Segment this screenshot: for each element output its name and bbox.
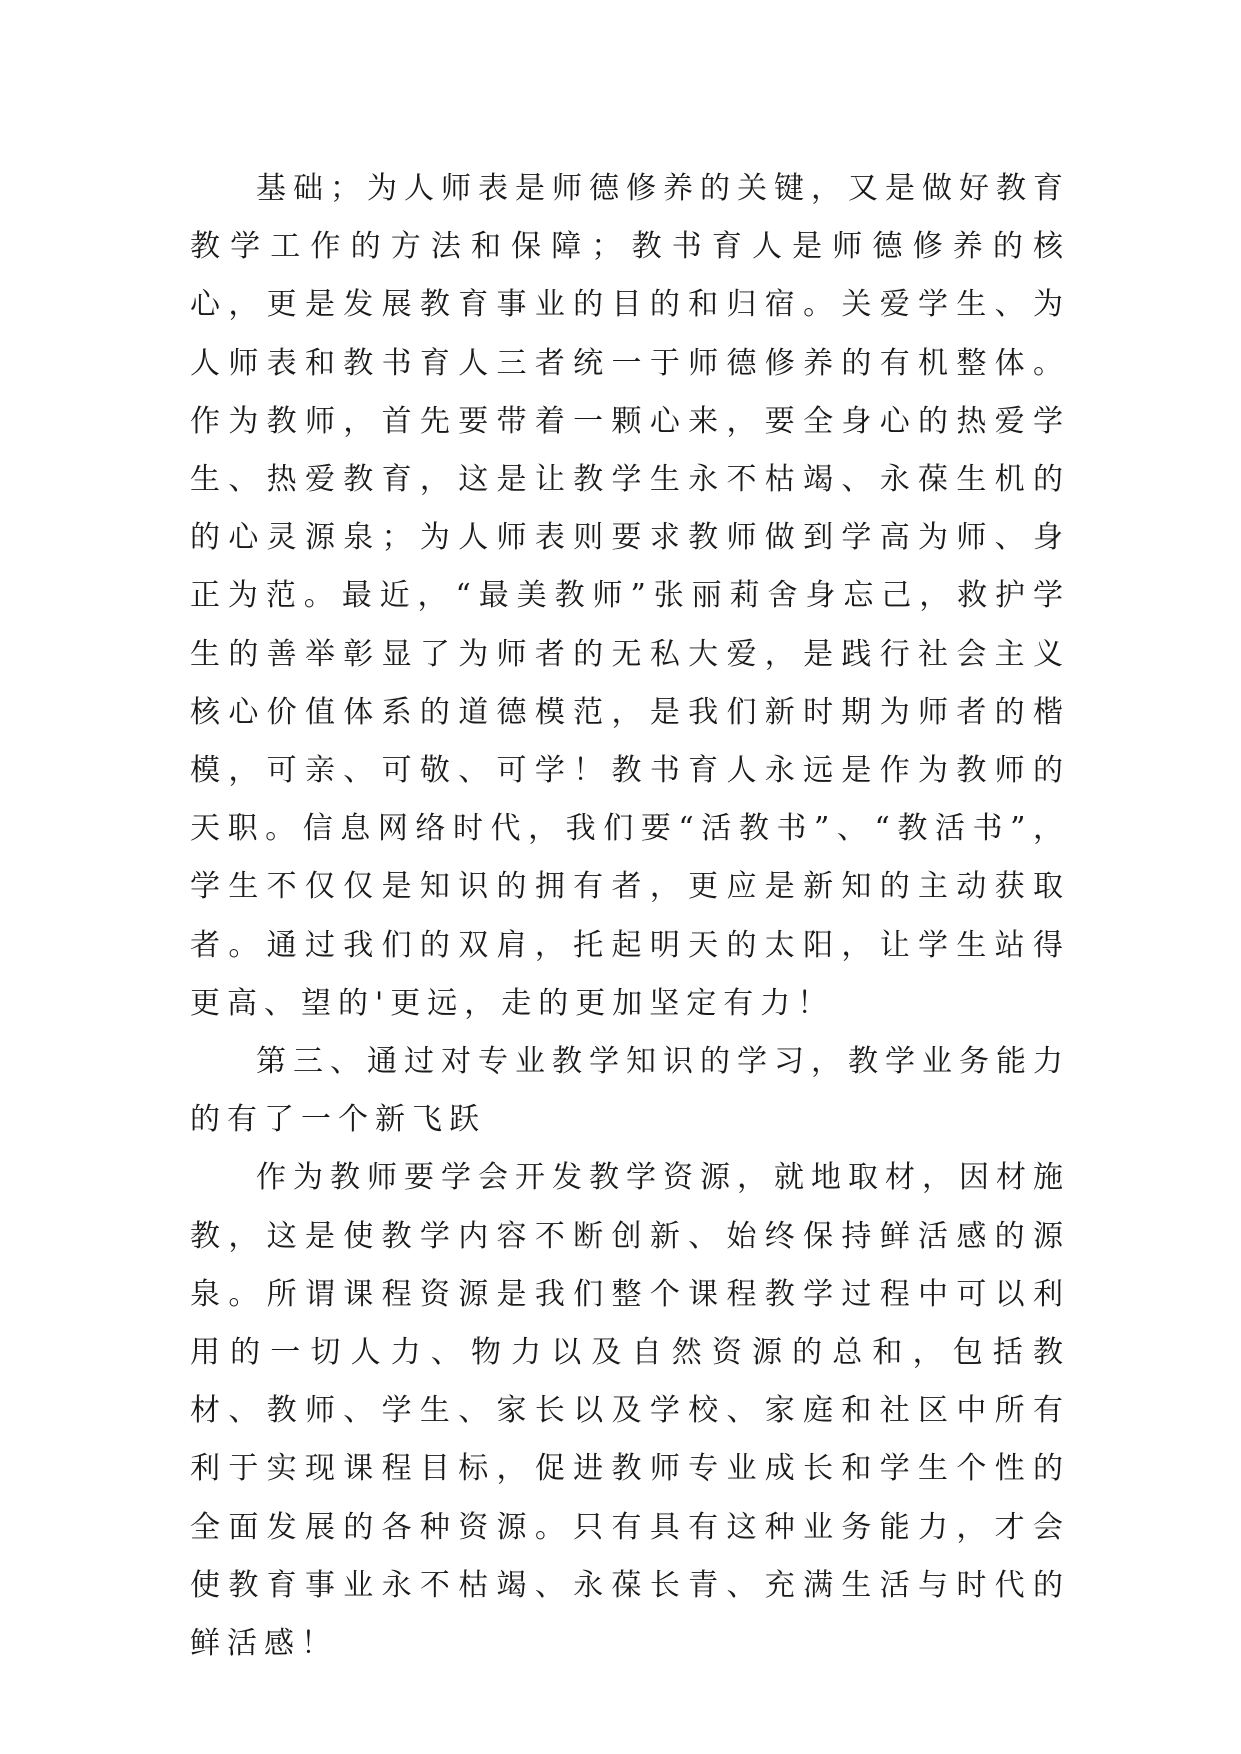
document-body	[190, 160, 1070, 1673]
paragraph-heading-third-point: 第三、通过对专业教学知识的学习，教学业务能力的有了一个新飞跃	[190, 1044, 1070, 1138]
paragraph-teacher-ethics: 基础；为人师表是师德修养的关键，又是做好教育教学工作的方法和保障；教书育人是师德修养的核心，更是发展教育事业的目的和归宿。关爱学生、为人师表和教书育人三者统一于师德修养的有机整体。作为教师，首先要带着一颗心来，要全身心的热爱学生、热爱教育，这是让教学生永不枯竭、永葆生机的的心灵源泉；为人师表则要求教师做到学高为师、身正为范。最近，“最美教师”张丽莉舍身忘己，救护学生的善举彰显了为师者的无私大爱，是践行社会主义核心价值体系的道德模范，是我们新时期为师者的楷模，可亲、可敬、可学！教书育人永远是作为教师的天职。信息网络时代，我们要“活教书”、“教活书”，学生不仅仅是知识的拥有者，更应是新知的主动获取者。通过我们的双肩，托起明天的太阳，让学生站得更高、望的'更远，走的更加坚定有力！	[190, 171, 1070, 1021]
paragraph-teaching-resources: 作为教师要学会开发教学资源，就地取材，因材施教，这是使教学内容不断创新、始终保持鲜活感的源泉。所谓课程资源是我们整个课程教学过程中可以利用的一切人力、物力以及自然资源的总和，包括教材、教师、学生、家长以及学校、家庭和社区中所有利于实现课程目标，促进教师专业成长和学生个性的全面发展的各种资源。只有具有这种业务能力，才会使教育事业永不枯竭、永葆长青、充满生活与时代的鲜活感！	[190, 1160, 1070, 1662]
